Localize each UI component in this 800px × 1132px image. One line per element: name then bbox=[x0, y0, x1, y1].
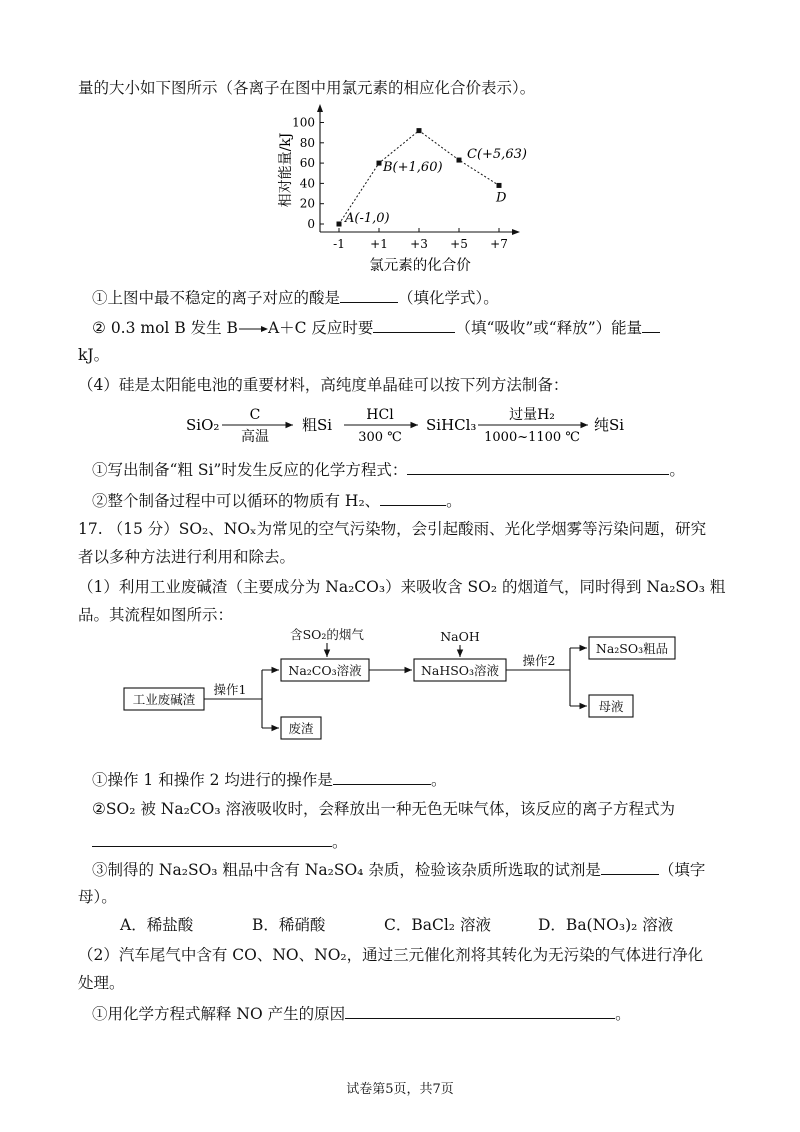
y-tick-label: 80 bbox=[299, 135, 315, 150]
q4-2-line bbox=[92, 489, 462, 512]
point-label: B(+1,60) bbox=[383, 160, 443, 176]
q2-text: ② 0.3 mol B 发生 B bbox=[92, 319, 238, 337]
chart-marks bbox=[337, 128, 527, 226]
q1-text: ①上图中最不稳定的离子对应的酸是 bbox=[92, 289, 341, 307]
x-tick-label: +7 bbox=[490, 237, 508, 251]
q4-2-end: 。 bbox=[446, 492, 462, 510]
answer-blank[interactable] bbox=[601, 858, 659, 875]
q1-line bbox=[92, 286, 499, 309]
answer-blank[interactable] bbox=[642, 316, 660, 333]
answer-blank[interactable] bbox=[333, 768, 431, 785]
answer-blank[interactable] bbox=[380, 489, 446, 506]
option-c[interactable]: C．BaCl₂ 溶液 bbox=[384, 916, 491, 934]
p2-1-line bbox=[92, 1002, 631, 1025]
label-op2: 操作2 bbox=[522, 653, 556, 668]
point-label: A(-1,0) bbox=[345, 211, 390, 226]
label-na2co3: Na₂CO₃溶液 bbox=[288, 663, 362, 678]
label-nahso3: NaHSO₃溶液 bbox=[420, 663, 500, 678]
data-point bbox=[497, 183, 502, 188]
label-mother-liquor: 母液 bbox=[598, 699, 624, 714]
q17-line-2: 者以多种方法进行利用和除去。 bbox=[78, 548, 296, 566]
q2-line bbox=[92, 316, 660, 340]
q17-line-1: 17. （15 分）SO₂、NOₓ为常见的空气污染物，会引起酸雨、光化学烟雾等污染问题，研究 bbox=[78, 520, 707, 538]
q2-text-b: A＋C 反应时要 bbox=[267, 319, 374, 337]
flow-crude-si: 粗Si bbox=[302, 416, 333, 434]
option-b[interactable]: B．稀硝酸 bbox=[252, 916, 326, 934]
step2-bottom: 300 ℃ bbox=[358, 430, 402, 445]
part1-line-1: （1）利用工业废碱渣（主要成分为 Na₂CO₃）来吸收含 SO₂ 的烟道气，同时得到 Na₂SO₃ 粗 bbox=[78, 578, 726, 596]
step3-bottom: 1000~1100 ℃ bbox=[484, 430, 580, 445]
y-tick-label: 60 bbox=[299, 156, 315, 171]
step1-top: C bbox=[249, 407, 261, 423]
s3-text-b: （填字 bbox=[658, 861, 706, 879]
step3-top: 过量H₂ bbox=[509, 407, 555, 423]
step1-bottom: 高温 bbox=[241, 429, 269, 445]
part2-line-2: 处理。 bbox=[78, 974, 125, 992]
label-naoh: NaOH bbox=[440, 629, 480, 644]
answer-blank[interactable] bbox=[407, 458, 669, 475]
p2-1-end: 。 bbox=[615, 1005, 631, 1023]
answer-blank[interactable] bbox=[340, 286, 398, 303]
s3-line bbox=[92, 858, 705, 881]
point-label: C(+5,63) bbox=[467, 147, 527, 163]
part2-line-1: （2）汽车尾气中含有 CO、NO、NO₂，通过三元催化剂将其转化为无污染的气体进行净化 bbox=[78, 946, 704, 964]
option-a[interactable]: A．稀盐酸 bbox=[120, 916, 194, 934]
x-tick-label: -1 bbox=[333, 237, 345, 251]
flow-sio2: SiO₂ bbox=[186, 416, 220, 434]
q4-1-text: ①写出制备“粗 Si”时发生反应的化学方程式： bbox=[92, 461, 408, 479]
flow-pure-si: 纯Si bbox=[594, 416, 625, 434]
label-so2-gas: 含SO₂的烟气 bbox=[290, 627, 364, 642]
answer-blank[interactable] bbox=[92, 830, 332, 847]
point-label: D bbox=[496, 190, 507, 206]
q4-1-line bbox=[92, 458, 685, 481]
label-waste: 废渣 bbox=[288, 721, 314, 736]
process-flow bbox=[110, 622, 700, 744]
data-point bbox=[377, 161, 382, 166]
s2-end: 。 bbox=[332, 833, 348, 851]
y-tick-label: 0 bbox=[307, 217, 315, 231]
x-tick-label: +1 bbox=[370, 237, 388, 251]
reaction-arrow-icon bbox=[238, 318, 268, 340]
s1-text: ①操作 1 和操作 2 均进行的操作是 bbox=[92, 771, 333, 789]
option-d[interactable]: D．Ba(NO₃)₂ 溶液 bbox=[538, 916, 674, 934]
s2-answer-line bbox=[92, 830, 348, 853]
s2-line: ②SO₂ 被 Na₂CO₃ 溶液吸收时，会释放出一种无色无味气体，该反应的离子方程式为 bbox=[92, 800, 676, 818]
y-tick-label: 40 bbox=[299, 176, 315, 191]
data-point bbox=[457, 158, 462, 163]
q2-unit: kJ。 bbox=[78, 346, 110, 364]
label-op1: 操作1 bbox=[213, 682, 247, 697]
q2-text-c: （填“吸收”或“释放”）能量 bbox=[455, 319, 643, 337]
data-point bbox=[337, 222, 342, 227]
s1-line bbox=[92, 768, 446, 791]
y-tick-label: 100 bbox=[292, 115, 315, 130]
s3-text: ③制得的 Na₂SO₃ 粗品中含有 Na₂SO₄ 杂质，检验该杂质所选取的试剂是 bbox=[92, 861, 601, 879]
y-axis-arrow bbox=[317, 104, 323, 112]
intro-text: 量的大小如下图所示（各离子在图中用氯元素的相应化合价表示）。 bbox=[78, 79, 536, 97]
page-footer: 试卷第5页，共7页 bbox=[346, 1082, 454, 1097]
s1-end: 。 bbox=[430, 771, 447, 789]
chart-axes bbox=[277, 104, 520, 274]
q4-2-text: ②整个制备过程中可以循环的物质有 H₂、 bbox=[92, 492, 381, 510]
answer-blank[interactable] bbox=[373, 316, 455, 333]
p2-1-text: ①用化学方程式解释 NO 产生的原因 bbox=[92, 1005, 346, 1023]
x-axis-label: 氯元素的化合价 bbox=[369, 258, 471, 274]
x-tick-label: +5 bbox=[450, 237, 468, 251]
label-waste-alkali: 工业废碱渣 bbox=[132, 692, 196, 707]
y-tick-label: 20 bbox=[299, 196, 315, 211]
part1-line-2: 品。其流程如图所示： bbox=[78, 606, 234, 624]
s3-line-2: 母）。 bbox=[78, 888, 117, 906]
x-axis-arrow bbox=[512, 229, 520, 235]
q1-text-end: （填化学式）。 bbox=[398, 289, 499, 307]
q4-title: （4）硅是太阳能电池的重要材料，高纯度单晶硅可以按下列方法制备： bbox=[78, 376, 569, 394]
energy-chart bbox=[270, 102, 530, 287]
step2-top: HCl bbox=[366, 407, 394, 423]
data-point bbox=[417, 128, 422, 133]
dotted-line bbox=[339, 131, 499, 224]
q4-1-end: 。 bbox=[669, 461, 685, 479]
y-axis-label: 相对能量/kJ bbox=[278, 132, 294, 208]
label-product: Na₂SO₃粗品 bbox=[595, 641, 669, 656]
flow-sihcl3: SiHCl₃ bbox=[426, 416, 477, 434]
x-tick-label: +3 bbox=[410, 237, 428, 251]
answer-blank[interactable] bbox=[345, 1002, 615, 1019]
silicon-flow bbox=[180, 400, 640, 448]
